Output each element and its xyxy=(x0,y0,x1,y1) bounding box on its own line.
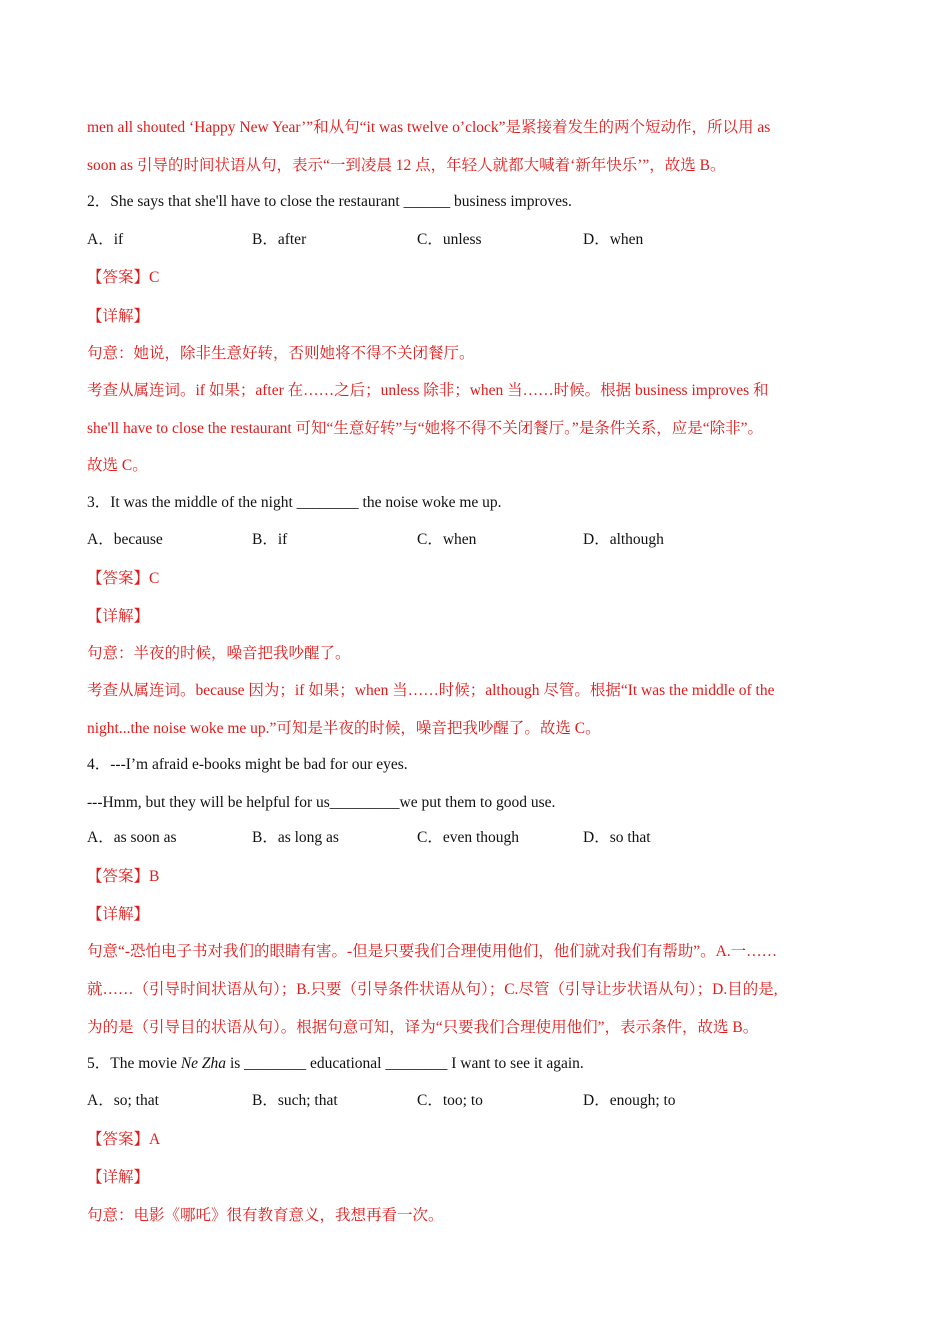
q2-detail-heading: 【详解】 xyxy=(87,308,150,325)
q2-meaning: 句意：她说，除非生意好转，否则她将不得不关闭餐厅。 xyxy=(87,345,475,362)
q5-stem-prefix: 5．The movie xyxy=(87,1055,181,1072)
q2-analysis-line1: 考查从属连词。if 如果；after 在……之后；unless 除非；when 当……时候。根据 business improves 和 xyxy=(87,382,769,399)
q1-analysis-line2: soon as 引导的时间状语从句，表示“一到凌晨 12 点，年轻人就都大喊着‘新年快乐’”，故选 B。 xyxy=(87,157,726,174)
q3-meaning: 句意：半夜的时候，噪音把我吵醒了。 xyxy=(87,645,351,662)
q5-option-c: C．too; to xyxy=(417,1092,483,1109)
q4-detail-heading: 【详解】 xyxy=(87,906,150,923)
q4-stem-line2: ---Hmm, but they will be helpful for us_________we put them to good use. xyxy=(87,794,556,811)
q5-option-b: B．such; that xyxy=(252,1092,338,1109)
q3-answer: 【答案】C xyxy=(87,570,160,587)
q5-stem xyxy=(87,1054,584,1074)
q5-answer: 【答案】A xyxy=(87,1131,161,1148)
q3-detail-heading: 【详解】 xyxy=(87,608,150,625)
q4-answer: 【答案】B xyxy=(87,868,160,885)
q5-meaning: 句意：电影《哪吒》很有教育意义，我想再看一次。 xyxy=(87,1207,444,1224)
q5-option-a: A．so; that xyxy=(87,1092,159,1109)
q4-option-c: C．even though xyxy=(417,829,520,846)
q3-analysis-line1: 考查从属连词。because 因为；if 如果；when 当……时候；although 尽管。根据“It was the middle of the xyxy=(87,682,775,699)
q5-option-d: D．enough; to xyxy=(583,1092,676,1109)
q2-option-a: A．if xyxy=(87,231,124,248)
q3-option-a: A．because xyxy=(87,531,163,548)
q4-analysis-line1: 句意“-恐怕电子书对我们的眼睛有害。-但是只要我们合理使用他们，他们就对我们有帮助”。A.一…… xyxy=(87,943,778,960)
q2-option-d: D．when xyxy=(583,231,644,248)
q2-analysis-line2: she'll have to close the restaurant 可知“生意好转”与“她将不得不关闭餐厅。”是条件关系，应是“除非”。 xyxy=(87,420,764,437)
q2-stem: 2．She says that she'll have to close the restaurant ______ business improves. xyxy=(87,193,572,210)
q4-analysis-line2: 就……（引导时间状语从句）；B.只要（引导条件状语从句）；C.尽管（引导让步状语从句）；D.目的是, xyxy=(87,981,778,998)
q4-option-b: B．as long as xyxy=(252,829,339,846)
q2-analysis-line3: 故选 C。 xyxy=(87,457,148,474)
q3-option-b: B．if xyxy=(252,531,288,548)
q3-analysis-line2: night...the noise woke me up.”可知是半夜的时候，噪音把我吵醒了。故选 C。 xyxy=(87,720,601,737)
q2-option-b: B．after xyxy=(252,231,307,248)
q4-option-a: A．as soon as xyxy=(87,829,177,846)
q3-option-c: C．when xyxy=(417,531,477,548)
q3-stem: 3．It was the middle of the night ________ the noise woke me up. xyxy=(87,494,502,511)
q5-movie-title: Ne Zha xyxy=(180,1055,227,1072)
q5-stem-suffix: is ________ educational ________ I want to see it again. xyxy=(226,1055,584,1072)
q4-stem-line1: 4．---I’m afraid e-books might be bad for our eyes. xyxy=(87,756,408,773)
q3-option-d: D．although xyxy=(583,531,664,548)
q2-option-c: C．unless xyxy=(417,231,482,248)
q1-analysis-line1: men all shouted ‘Happy New Year’”和从句“it was twelve o’clock”是紧接着发生的两个短动作，所以用 as xyxy=(87,119,771,136)
q4-analysis-line3: 为的是（引导目的状语从句）。根据句意可知，译为“只要我们合理使用他们”，表示条件，故选 B。 xyxy=(87,1019,759,1036)
q5-detail-heading: 【详解】 xyxy=(87,1169,150,1186)
q2-answer: 【答案】C xyxy=(87,269,160,286)
q4-option-d: D．so that xyxy=(583,829,651,846)
